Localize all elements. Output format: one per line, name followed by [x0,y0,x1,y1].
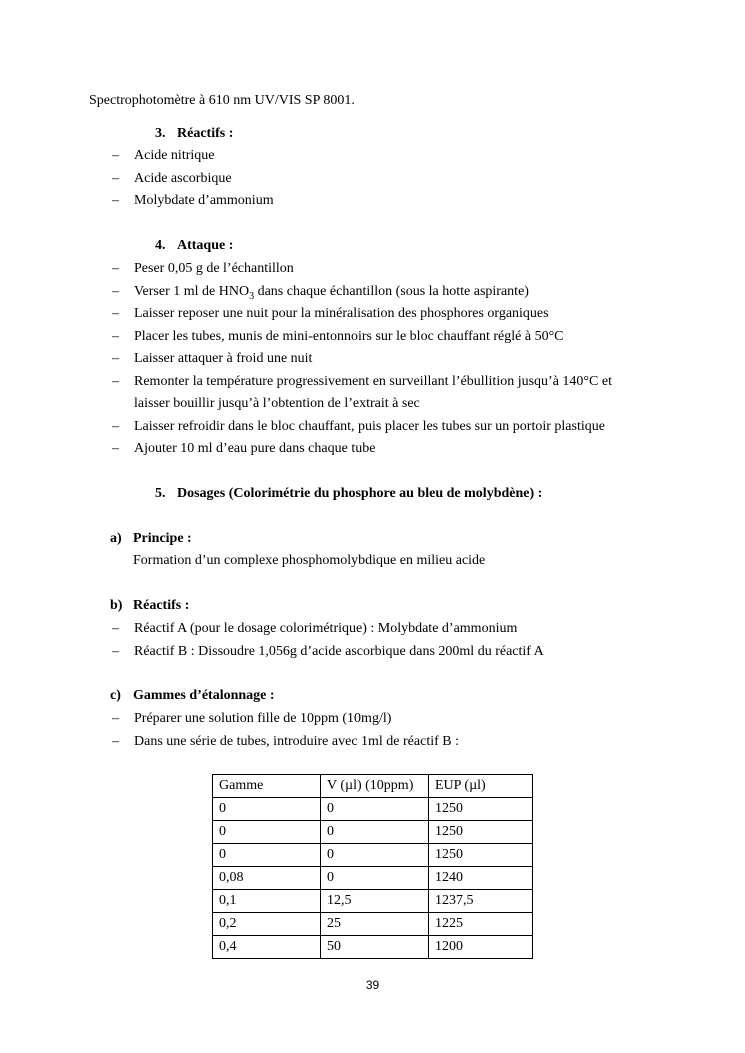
table-cell: 1225 [429,913,533,936]
table-cell: 1250 [429,821,533,844]
dash-bullet: – [112,328,119,344]
subsection-c-letter: c) [110,688,121,703]
table-cell: 0 [213,798,321,821]
dash-bullet: – [112,711,119,726]
subsection-c-heading [110,685,275,708]
list-item [112,303,672,326]
table-cell: 12,5 [321,890,429,913]
subsection-b-list [112,618,672,663]
list-item-text: Acide nitrique [134,148,215,163]
table-row [213,798,533,821]
list-item-text: Laisser attaquer à froid une nuit [134,351,313,366]
table-cell: 0 [321,821,429,844]
section-5-title: Dosages (Colorimétrie du phosphore au bleu de molybdène) : [177,486,543,501]
list-item [112,618,672,641]
list-item [112,326,672,349]
dash-bullet: – [112,733,119,749]
list-item-text: Ajouter 10 ml d’eau pure dans chaque tube [134,441,376,456]
table-cell: 0,08 [213,867,321,890]
section-4-list [112,258,672,461]
subsection-b-letter: b) [110,598,123,613]
list-item [112,371,649,416]
list-item-text: Remonter la température progressivement en surveillant l’ébullition jusqu’à 140°C et laisser bouillir jusqu’à l’obtention de l’extrait à sec [134,373,612,411]
list-item-text: Peser 0,05 g de l’échantillon [134,261,294,276]
intro-text: Spectrophotomètre à 610 nm UV/VIS SP 8001. [89,93,355,108]
table-header-cell: V (µl) (10ppm) [321,775,429,798]
dash-bullet: – [112,170,119,186]
subsection-a-letter: a) [110,531,122,546]
list-item-text [134,283,529,302]
list-item-text: Molybdate d’ammonium [134,193,274,208]
dash-bullet: – [112,283,119,299]
list-item-text: Placer les tubes, munis de mini-entonnoirs sur le bloc chauffant réglé à 50°C [134,328,564,344]
table-cell: 0,2 [213,913,321,936]
list-item [112,190,672,213]
list-item-text: Réactif A (pour le dosage colorimétrique) : Molybdate d’ammonium [134,621,518,636]
section-3-heading [155,123,233,146]
table-cell: 0,4 [213,936,321,959]
list-item [112,258,672,281]
section-5-number: 5. [155,486,166,501]
hno3-prefix: Verser 1 ml de HNO [134,283,250,299]
table-row [213,936,533,959]
table-cell: 0 [321,844,429,867]
dash-bullet: – [112,441,119,456]
list-item [112,708,672,731]
dash-bullet: – [112,261,119,276]
table-cell: 1250 [429,798,533,821]
table-row [213,913,533,936]
table-cell: 50 [321,936,429,959]
section-4-number: 4. [155,238,166,253]
table-cell: 1200 [429,936,533,959]
table-cell: 0 [321,798,429,821]
list-item-text: Dans une série de tubes, introduire avec 1ml de réactif B : [134,733,459,749]
table-cell: 1237,5 [429,890,533,913]
list-item [112,641,672,664]
table-header-cell: Gamme [213,775,321,798]
list-item [112,281,672,304]
subsection-c-list [112,708,672,753]
subsection-b-title: Réactifs : [133,598,190,613]
list-item-text: Réactif B : Dissoudre 1,056g d’acide ascorbique dans 200ml du réactif A [134,643,544,659]
table-row [213,821,533,844]
list-item [112,348,672,371]
table-header-cell: EUP (µl) [429,775,533,798]
dash-bullet: – [112,351,119,366]
dash-bullet: – [112,373,119,389]
table-cell: 1250 [429,844,533,867]
section-3-number: 3. [155,126,166,141]
list-item-text: Laisser refroidir dans le bloc chauffant, puis placer les tubes sur un portoir plastique [134,418,605,434]
section-5-heading [155,483,542,506]
table-cell: 0,1 [213,890,321,913]
table-row [213,844,533,867]
table-row [213,890,533,913]
page-number: 39 [365,978,380,992]
table-cell: 25 [321,913,429,936]
list-item [112,416,672,439]
list-item-text: Laisser reposer une nuit pour la minéralisation des phosphores organiques [134,306,549,321]
table-cell: 0 [213,821,321,844]
calibration-table [212,774,533,959]
list-item [112,168,672,191]
table-row [213,867,533,890]
hno3-suffix: dans chaque échantillon (sous la hotte aspirante) [254,283,529,299]
subsection-a-title: Principe : [133,531,192,546]
list-item-text: Préparer une solution fille de 10ppm (10mg/l) [134,711,392,726]
hno3-subscript: 3 [249,290,255,302]
list-item-text: Acide ascorbique [134,170,232,186]
section-3-title: Réactifs : [177,126,234,141]
list-item [112,145,672,168]
dash-bullet: – [112,193,119,208]
section-4-heading [155,235,233,258]
list-item [112,731,672,754]
subsection-a-heading [110,528,192,551]
subsection-c-title: Gammes d’étalonnage : [133,688,275,703]
dash-bullet: – [112,643,119,659]
dash-bullet: – [112,306,119,321]
table-cell: 0 [213,844,321,867]
dash-bullet: – [112,418,119,434]
section-4-title: Attaque : [177,238,234,253]
table-cell: 1240 [429,867,533,890]
list-item [112,438,672,461]
section-3-list [112,145,672,213]
principe-text: Formation d’un complexe phosphomolybdique en milieu acide [133,553,486,568]
dash-bullet: – [112,621,119,636]
subsection-b-heading [110,595,189,618]
table-header-row [213,775,533,798]
table-cell: 0 [321,867,429,890]
dash-bullet: – [112,148,119,163]
